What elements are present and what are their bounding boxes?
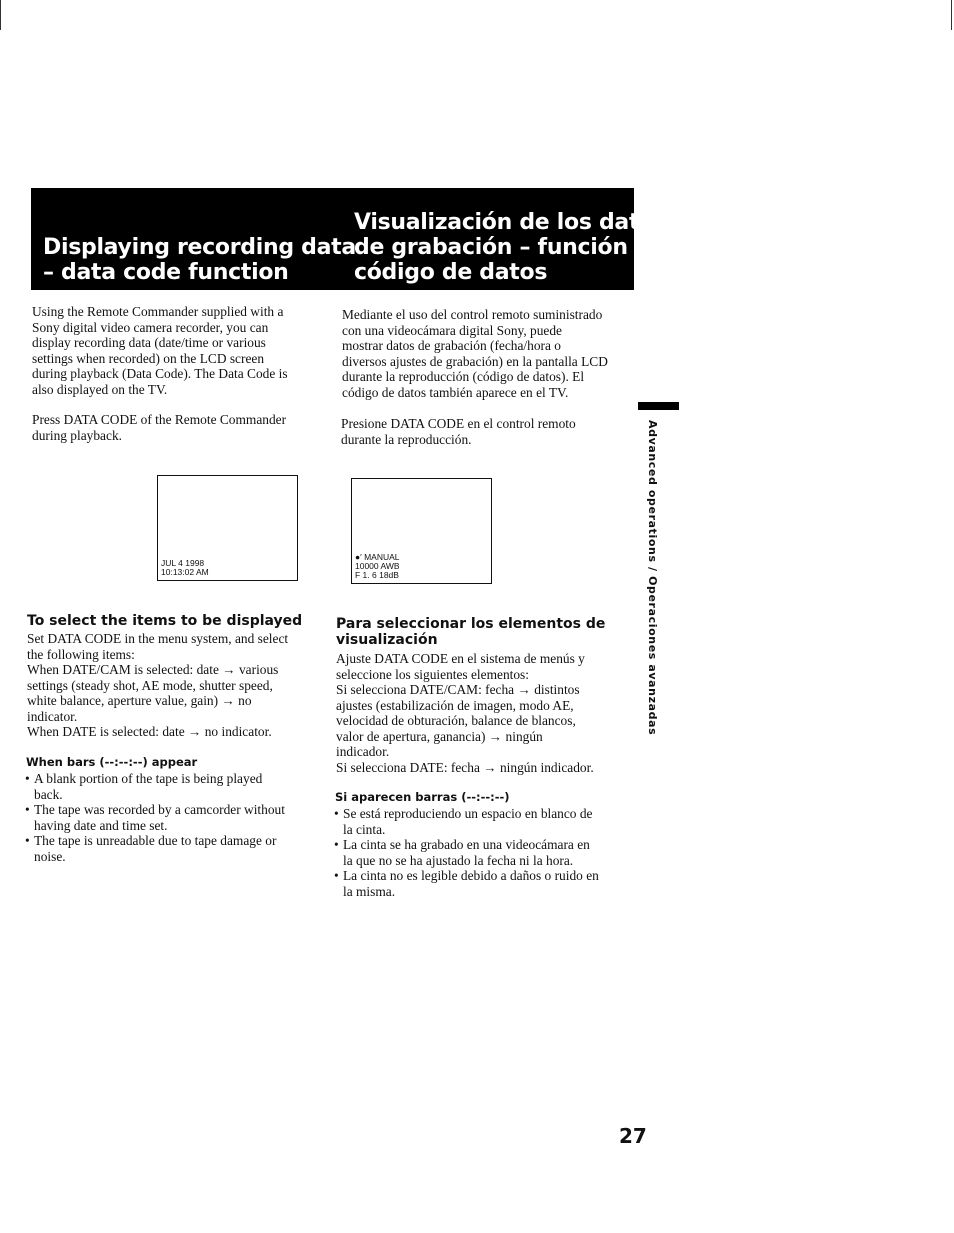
- osd-line: 10000 AWB: [355, 561, 400, 571]
- text-line: indicador.: [336, 744, 390, 759]
- text-line: during playback (Data Code). The Data Code is: [32, 366, 288, 381]
- osd-line-manual: ●′ MANUAL: [355, 552, 400, 562]
- text-line: settings (steady shot, AE mode, shutter speed,: [27, 677, 273, 693]
- osd-line: F 1. 6 18dB: [355, 570, 399, 580]
- text-line: velocidad de obturación, balance de blancos,: [336, 713, 576, 728]
- text-line: con una videocámara digital Sony, puede: [342, 322, 563, 338]
- list-item: • The tape was recorded by a camcorder without having date and time set.: [25, 802, 285, 833]
- page-title-spanish: [354, 210, 667, 285]
- text-line: durante la reproducción (código de datos). El: [342, 369, 585, 384]
- text-line: Sony digital video camera recorder, you can: [32, 319, 269, 335]
- text-line: When DATE/CAM is selected: date → various: [27, 662, 279, 677]
- text-line: ajustes (estabilización de imagen, modo AE,: [336, 697, 574, 713]
- subheading-bars-appear-english: When bars (--:--:--) appear: [26, 755, 198, 769]
- text-line: white balance, aperture value, gain) → no: [27, 693, 252, 708]
- text-line: Si selecciona DATE: fecha → ningún indicador.: [336, 759, 594, 775]
- osd-line: JUL 4 1998: [161, 558, 205, 568]
- text-line: mostrar datos de grabación (fecha/hora o: [342, 338, 561, 353]
- text-line: seleccione los siguientes elementos:: [336, 666, 529, 682]
- text-line: display recording data (date/time or various: [32, 335, 266, 350]
- section-heading-seleccionar-elementos: Para seleccionar los elementos de visualización: [336, 616, 606, 648]
- instruction-paragraph-english: [32, 412, 286, 443]
- text-line: Ajuste DATA CODE en el sistema de menús y: [336, 651, 585, 666]
- intro-paragraph-spanish: [342, 307, 608, 400]
- lcd-screen-camera-settings-display: [351, 478, 492, 584]
- text-line: indicator.: [27, 708, 78, 724]
- osd-line: 10:13:02 AM: [161, 567, 209, 577]
- text-line: código de datos también aparece en el TV.: [342, 384, 569, 400]
- steady-shot-icon: ●′: [355, 552, 365, 562]
- page-number: 27: [619, 1124, 647, 1148]
- intro-paragraph-english: [32, 304, 288, 397]
- title-line: código de datos: [354, 260, 548, 285]
- text-line: Presione DATA CODE en el control remoto: [341, 416, 576, 431]
- title-line: – data code function: [43, 260, 289, 285]
- text-line: Mediante el uso del control remoto suministrado: [342, 307, 603, 322]
- section-tab-label: Advanced operations / Operaciones avanzadas: [646, 420, 659, 736]
- text-line: during playback.: [32, 427, 122, 443]
- data-code-settings-readout: [355, 553, 400, 580]
- list-item: • The tape is unreadable due to tape damage or noise.: [25, 833, 285, 864]
- list-item: • Se está reproduciendo un espacio en blanco de la cinta.: [334, 806, 599, 837]
- text-line: Press DATA CODE of the Remote Commander: [32, 412, 287, 427]
- section-heading-select-items: To select the items to be displayed: [27, 613, 303, 629]
- lcd-screen-date-display: [157, 475, 298, 581]
- list-item: • A blank portion of the tape is being played back.: [25, 771, 285, 802]
- page-title-english: [43, 235, 356, 285]
- title-line: Visualización de los datos: [354, 210, 667, 235]
- text-line: When DATE is selected: date → no indicator.: [27, 724, 272, 739]
- text-line: Using the Remote Commander supplied with a: [32, 304, 284, 319]
- text-line: also displayed on the TV.: [32, 381, 168, 397]
- list-item: • La cinta se ha grabado en una videocámara en la que no se ha ajustado la fecha ni la hora.: [334, 837, 599, 868]
- data-code-date-readout: [161, 559, 209, 577]
- list-item: • La cinta no es legible debido a daños o ruido en la misma.: [334, 868, 599, 899]
- instruction-paragraph-spanish: [341, 416, 576, 447]
- text-line: valor de apertura, ganancia) → ningún: [336, 728, 543, 744]
- left-edge-mark: [0, 0, 1, 30]
- subheading-bars-appear-spanish: Si aparecen barras (--:--:--): [335, 790, 510, 804]
- title-line: de grabación – función de: [354, 235, 666, 260]
- text-line: Set DATA CODE in the menu system, and select: [27, 631, 289, 646]
- text-line: settings when recorded) on the LCD screen: [32, 350, 265, 366]
- select-items-paragraph-spanish: [336, 651, 594, 775]
- text-line: diversos ajustes de grabación) en la pantalla LCD: [342, 353, 608, 369]
- title-banner: [31, 188, 667, 290]
- text-line: the following items:: [27, 646, 135, 662]
- text-line: durante la reproducción.: [341, 431, 472, 447]
- right-edge-mark: [951, 0, 952, 30]
- bars-causes-list-english: [25, 771, 285, 864]
- title-line: Displaying recording data: [43, 235, 356, 260]
- select-items-paragraph-english: [27, 631, 288, 740]
- text-line: Si selecciona DATE/CAM: fecha → distintos: [336, 682, 580, 697]
- bars-causes-list-spanish: [334, 806, 599, 899]
- section-tab-marker: [638, 402, 679, 410]
